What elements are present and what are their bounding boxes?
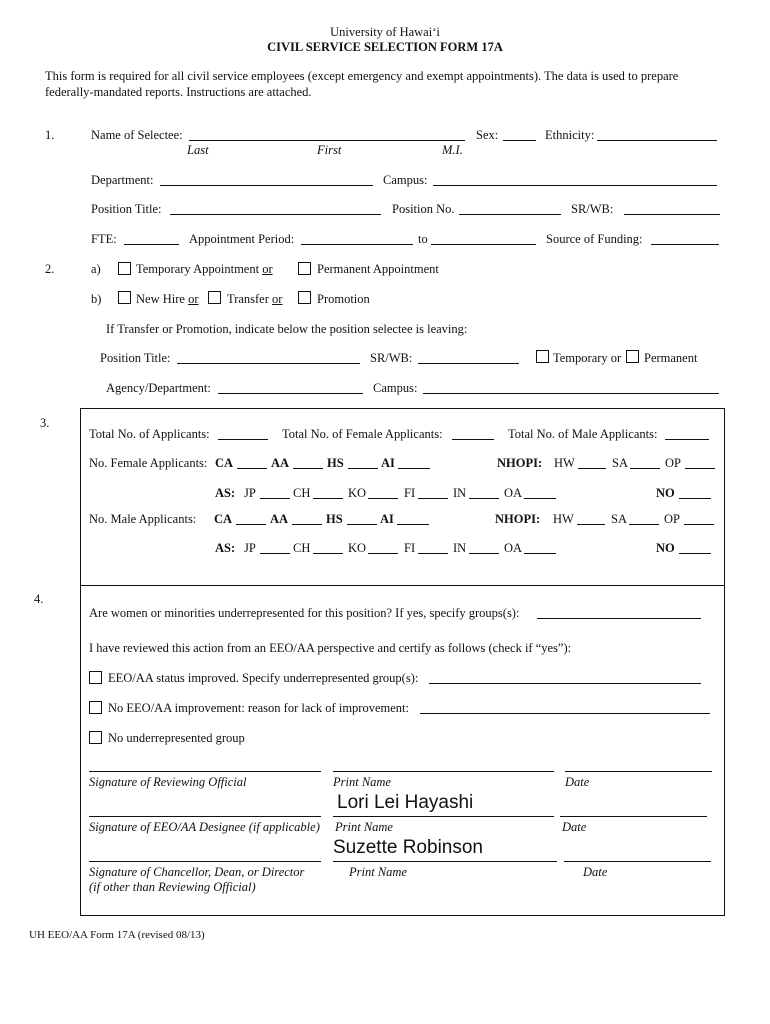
total-male-label: Total No. of Male Applicants: — [508, 427, 658, 441]
prev-position-title-label: Position Title: — [100, 351, 171, 365]
section-3-number: 3. — [40, 416, 50, 430]
chancellor-caption-note: (if other than Reviewing Official) — [89, 880, 256, 894]
chancellor-printed-name: Suzette Robinson — [333, 837, 483, 858]
mi-caption: M.I. — [442, 143, 463, 157]
female-hw-label: HW — [554, 456, 575, 470]
status-improved-groups-field[interactable] — [429, 683, 701, 684]
male-ai-field[interactable] — [397, 524, 429, 525]
temporary-appointment-checkbox[interactable] — [118, 262, 131, 275]
female-aa-field[interactable] — [293, 468, 323, 469]
female-ch-field[interactable] — [313, 498, 343, 499]
row-b-label: b) — [91, 292, 102, 306]
prev-campus-field[interactable] — [423, 393, 719, 394]
no-improvement-checkbox[interactable] — [89, 701, 102, 714]
female-in-field[interactable] — [469, 498, 499, 499]
row-a-label: a) — [91, 262, 101, 276]
section-1-number: 1. — [45, 128, 55, 142]
no-underrepresented-label: No underrepresented group — [108, 731, 245, 745]
transfer-checkbox[interactable] — [208, 291, 221, 304]
appointment-period-label: Appointment Period: — [189, 232, 295, 246]
female-hs-field[interactable] — [348, 468, 378, 469]
male-applicants-label: No. Male Applicants: — [89, 512, 197, 526]
reviewing-official-name-line[interactable] — [333, 771, 554, 772]
male-fi-label: FI — [404, 541, 416, 555]
ethnicity-field[interactable] — [597, 140, 717, 141]
male-no-field[interactable] — [679, 553, 711, 554]
prev-srwb-label: SR/WB: — [370, 351, 413, 365]
srwb-label: SR/WB: — [571, 202, 614, 216]
total-female-field[interactable] — [452, 439, 494, 440]
male-ko-label: KO — [348, 541, 367, 555]
male-hw-field[interactable] — [577, 524, 605, 525]
female-oa-field[interactable] — [524, 498, 556, 499]
transfer-instruction: If Transfer or Promotion, indicate below the position selectee is leaving: — [106, 322, 468, 336]
male-jp-field[interactable] — [260, 553, 290, 554]
prev-temporary-checkbox[interactable] — [536, 350, 549, 363]
total-female-label: Total No. of Female Applicants: — [282, 427, 443, 441]
male-jp-label: JP — [244, 541, 256, 555]
print-name-caption-1: Print Name — [333, 775, 391, 789]
prev-position-title-field[interactable] — [177, 363, 360, 364]
print-name-caption-3: Print Name — [349, 865, 407, 879]
to-label: to — [418, 232, 428, 246]
prev-srwb-field[interactable] — [418, 363, 519, 364]
status-improved-checkbox[interactable] — [89, 671, 102, 684]
intro-text: This form is required for all civil service employees (except emergency and exempt appointments). The data is used to prepare federally-mandated reports. Instructions are attached. — [45, 69, 679, 99]
male-in-label: IN — [453, 541, 467, 555]
female-no-field[interactable] — [679, 498, 711, 499]
position-title-label: Position Title: — [91, 202, 162, 216]
male-ch-field[interactable] — [313, 553, 343, 554]
certify-statement: I have reviewed this action from an EEO/AA perspective and certify as follows (check if “yes”): — [89, 641, 572, 655]
new-hire-checkbox[interactable] — [118, 291, 131, 304]
female-sa-field[interactable] — [630, 468, 660, 469]
department-field[interactable] — [160, 185, 373, 186]
male-oa-field[interactable] — [524, 553, 556, 554]
fte-label: FTE: — [91, 232, 117, 246]
female-ca-field[interactable] — [237, 468, 267, 469]
male-aa-label: AA — [270, 512, 289, 526]
reviewing-official-signature-line[interactable] — [89, 771, 321, 772]
eeo-designee-caption: Signature of EEO/AA Designee (if applicable) — [89, 820, 320, 834]
male-ch-label: CH — [293, 541, 311, 555]
eeo-designee-date-line[interactable] — [560, 816, 707, 817]
male-sa-field[interactable] — [629, 524, 659, 525]
male-ai-label: AI — [380, 512, 394, 526]
female-ko-field[interactable] — [368, 498, 398, 499]
appointment-start-field[interactable] — [301, 244, 413, 245]
female-fi-field[interactable] — [418, 498, 448, 499]
female-nhopi-label: NHOPI: — [497, 456, 543, 470]
position-no-label: Position No. — [392, 202, 455, 216]
department-label: Department: — [91, 173, 154, 187]
eeo-designee-name-line[interactable] — [333, 816, 554, 817]
date-caption-3: Date — [583, 865, 608, 879]
chancellor-caption: Signature of Chancellor, Dean, or Director — [89, 865, 305, 879]
temporary-appointment-label: Temporary Appointment or — [136, 262, 273, 276]
no-improvement-reason-field[interactable] — [420, 713, 710, 714]
date-caption-1: Date — [565, 775, 590, 789]
female-hs-label: HS — [327, 456, 344, 470]
female-ai-label: AI — [381, 456, 395, 470]
last-caption: Last — [187, 143, 209, 157]
prev-permanent-label: Permanent — [644, 351, 698, 365]
section-2-number: 2. — [45, 262, 55, 276]
eeo-designee-printed-name: Lori Lei Hayashi — [337, 792, 474, 813]
section-4-number: 4. — [34, 592, 44, 606]
female-oa-label: OA — [504, 486, 523, 500]
eeo-designee-signature-line[interactable] — [89, 816, 321, 817]
permanent-appointment-label: Permanent Appointment — [317, 262, 439, 276]
reviewing-official-caption: Signature of Reviewing Official — [89, 775, 247, 789]
total-applicants-label: Total No. of Applicants: — [89, 427, 210, 441]
srwb-field[interactable] — [624, 214, 720, 215]
fte-field[interactable] — [124, 244, 179, 245]
male-ca-label: CA — [214, 512, 233, 526]
print-name-caption-2: Print Name — [335, 820, 393, 834]
female-ko-label: KO — [348, 486, 367, 500]
first-caption: First — [317, 143, 342, 157]
reviewing-official-date-line[interactable] — [565, 771, 712, 772]
new-hire-label: New Hire or — [136, 292, 199, 306]
male-no-label: NO — [656, 541, 675, 555]
male-hw-label: HW — [553, 512, 574, 526]
chancellor-name-line[interactable] — [333, 861, 557, 862]
male-fi-field[interactable] — [418, 553, 448, 554]
underrepresented-groups-field[interactable] — [537, 618, 701, 619]
permanent-appointment-checkbox[interactable] — [298, 262, 311, 275]
male-ca-field[interactable] — [236, 524, 266, 525]
female-no-label: NO — [656, 486, 675, 500]
name-label: Name of Selectee: — [91, 128, 183, 142]
male-in-field[interactable] — [469, 553, 499, 554]
chancellor-signature-line[interactable] — [89, 861, 321, 862]
total-applicants-field[interactable] — [218, 439, 268, 440]
female-as-label: AS: — [215, 486, 236, 500]
male-as-label: AS: — [215, 541, 236, 555]
total-male-field[interactable] — [665, 439, 709, 440]
promotion-checkbox[interactable] — [298, 291, 311, 304]
male-oa-label: OA — [504, 541, 523, 555]
female-aa-label: AA — [271, 456, 290, 470]
sex-field[interactable] — [503, 140, 536, 141]
status-improved-label: EEO/AA status improved. Specify underrepresented group(s): — [108, 671, 419, 685]
sex-label: Sex: — [476, 128, 499, 142]
transfer-label: Transfer or — [227, 292, 283, 306]
female-jp-field[interactable] — [260, 498, 290, 499]
male-ko-field[interactable] — [368, 553, 398, 554]
female-hw-field[interactable] — [578, 468, 606, 469]
university-name: University of Hawai‘i — [330, 25, 440, 39]
no-underrepresented-checkbox[interactable] — [89, 731, 102, 744]
prev-temporary-label: Temporary or — [553, 351, 622, 365]
position-no-field[interactable] — [459, 214, 561, 215]
male-nhopi-label: NHOPI: — [495, 512, 541, 526]
name-field[interactable] — [189, 140, 465, 141]
male-sa-label: SA — [611, 512, 627, 526]
female-fi-label: FI — [404, 486, 416, 500]
ethnicity-label: Ethnicity: — [545, 128, 595, 142]
female-ai-field[interactable] — [398, 468, 430, 469]
underrepresented-question: Are women or minorities underrepresented for this position? If yes, specify groups(s): — [89, 606, 520, 620]
prev-agency-field[interactable] — [218, 393, 363, 394]
female-sa-label: SA — [612, 456, 628, 470]
female-in-label: IN — [453, 486, 467, 500]
appointment-end-field[interactable] — [431, 244, 536, 245]
female-op-field[interactable] — [685, 468, 715, 469]
female-applicants-label: No. Female Applicants: — [89, 456, 208, 470]
male-op-field[interactable] — [684, 524, 714, 525]
source-of-funding-field[interactable] — [651, 244, 719, 245]
position-title-field[interactable] — [170, 214, 381, 215]
female-op-label: OP — [665, 456, 681, 470]
prev-campus-label: Campus: — [373, 381, 418, 395]
promotion-label: Promotion — [317, 292, 370, 306]
form-footer: UH EEO/AA Form 17A (revised 08/13) — [29, 929, 205, 941]
form-title: CIVIL SERVICE SELECTION FORM 17A — [267, 40, 503, 54]
date-caption-2: Date — [562, 820, 587, 834]
male-op-label: OP — [664, 512, 680, 526]
female-ch-label: CH — [293, 486, 311, 500]
campus-field[interactable] — [433, 185, 717, 186]
male-aa-field[interactable] — [292, 524, 322, 525]
male-hs-label: HS — [326, 512, 343, 526]
no-improvement-label: No EEO/AA improvement: reason for lack of improvement: — [108, 701, 409, 715]
chancellor-date-line[interactable] — [564, 861, 711, 862]
female-ca-label: CA — [215, 456, 234, 470]
prev-agency-label: Agency/Department: — [106, 381, 211, 395]
campus-label: Campus: — [383, 173, 428, 187]
female-jp-label: JP — [244, 486, 256, 500]
prev-permanent-checkbox[interactable] — [626, 350, 639, 363]
male-hs-field[interactable] — [347, 524, 377, 525]
source-of-funding-label: Source of Funding: — [546, 232, 643, 246]
